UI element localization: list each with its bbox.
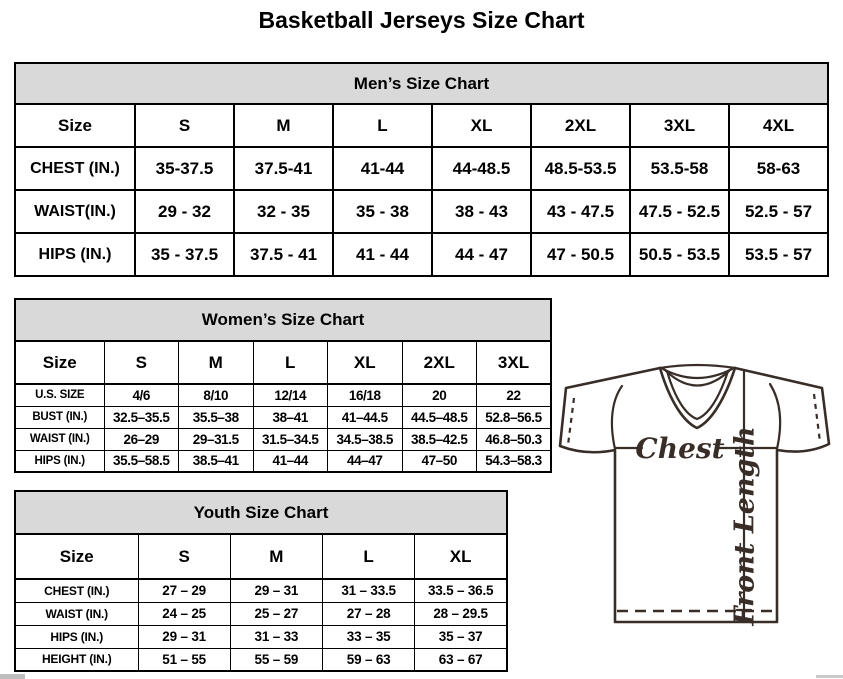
table-cell: 47.5 - 52.5	[630, 190, 729, 233]
column-header: XL	[415, 534, 507, 579]
column-header: S	[135, 104, 234, 147]
table-cell: 59 – 63	[323, 648, 415, 671]
table-header-row	[15, 534, 507, 579]
table-cell: 35 – 37	[415, 625, 507, 648]
column-header: M	[179, 341, 254, 384]
column-header: 3XL	[477, 341, 552, 384]
table-cell: 29 – 31	[230, 579, 322, 602]
table-cell: 38.5–41	[179, 450, 254, 472]
table-header-row	[15, 104, 828, 147]
row-label: WAIST (IN.)	[15, 602, 138, 625]
table-cell: 20	[402, 384, 477, 406]
table-title: Men’s Size Chart	[15, 63, 828, 104]
table-cell: 41-44	[333, 147, 432, 190]
page-title: Basketball Jerseys Size Chart	[258, 7, 585, 33]
table-cell: 33.5 – 36.5	[415, 579, 507, 602]
row-label: CHEST (IN.)	[15, 147, 135, 190]
table-cell: 27 – 28	[323, 602, 415, 625]
column-header: XL	[328, 341, 403, 384]
table-cell: 16/18	[328, 384, 403, 406]
table-cell: 50.5 - 53.5	[630, 233, 729, 276]
table-cell: 29 - 32	[135, 190, 234, 233]
table-cell: 41–44	[253, 450, 328, 472]
table-cell: 37.5-41	[234, 147, 333, 190]
table-header-row	[15, 341, 551, 384]
table-cell: 31 – 33	[230, 625, 322, 648]
row-label: WAIST (IN.)	[15, 428, 104, 450]
column-header: L	[333, 104, 432, 147]
table-row	[15, 190, 828, 233]
column-header: S	[104, 341, 179, 384]
jersey-measurement-diagram	[556, 358, 843, 660]
table-cell: 52.5 - 57	[729, 190, 828, 233]
row-label: HEIGHT (IN.)	[15, 648, 138, 671]
table-cell: 32 - 35	[234, 190, 333, 233]
table-row	[15, 233, 828, 276]
row-label: BUST (IN.)	[15, 406, 104, 428]
table-cell: 38.5–42.5	[402, 428, 477, 450]
table-cell: 24 – 25	[138, 602, 230, 625]
column-header: Size	[15, 534, 138, 579]
table-cell: 38–41	[253, 406, 328, 428]
row-label: U.S. SIZE	[15, 384, 104, 406]
table-cell: 29–31.5	[179, 428, 254, 450]
table-row	[15, 384, 551, 406]
table-cell: 4/6	[104, 384, 179, 406]
table-cell: 55 – 59	[230, 648, 322, 671]
row-label: HIPS (IN.)	[15, 625, 138, 648]
table-cell: 47 - 50.5	[531, 233, 630, 276]
table-cell: 27 – 29	[138, 579, 230, 602]
table-cell: 46.8–50.3	[477, 428, 552, 450]
table-row	[15, 450, 551, 472]
column-header: 3XL	[630, 104, 729, 147]
jersey-icon	[556, 358, 843, 660]
column-header: S	[138, 534, 230, 579]
column-header: XL	[432, 104, 531, 147]
table-cell: 35.5–38	[179, 406, 254, 428]
table-cell: 63 – 67	[415, 648, 507, 671]
table-cell: 22	[477, 384, 552, 406]
table-cell: 35 - 37.5	[135, 233, 234, 276]
table-cell: 26–29	[104, 428, 179, 450]
table-row	[15, 147, 828, 190]
scrollbar-fragment-left	[0, 674, 25, 679]
table-cell: 44.5–48.5	[402, 406, 477, 428]
table-cell: 33 – 35	[323, 625, 415, 648]
table-cell: 43 - 47.5	[531, 190, 630, 233]
table-cell: 34.5–38.5	[328, 428, 403, 450]
table-row	[15, 602, 507, 625]
table-row	[15, 428, 551, 450]
table-title-row	[15, 299, 551, 341]
table-row	[15, 579, 507, 602]
row-label: WAIST(IN.)	[15, 190, 135, 233]
column-header: Size	[15, 104, 135, 147]
table-title-row	[15, 491, 507, 534]
table-cell: 53.5 - 57	[729, 233, 828, 276]
column-header: 4XL	[729, 104, 828, 147]
table-cell: 44–47	[328, 450, 403, 472]
table-cell: 53.5-58	[630, 147, 729, 190]
table-cell: 44 - 47	[432, 233, 531, 276]
column-header: Size	[15, 341, 104, 384]
chest-measure-label: Chest	[635, 432, 725, 465]
table-cell: 35 - 38	[333, 190, 432, 233]
table-cell: 51 – 55	[138, 648, 230, 671]
table-cell: 8/10	[179, 384, 254, 406]
table-cell: 41 - 44	[333, 233, 432, 276]
table-cell: 25 – 27	[230, 602, 322, 625]
table-cell: 48.5-53.5	[531, 147, 630, 190]
table-cell: 44-48.5	[432, 147, 531, 190]
table-cell: 37.5 - 41	[234, 233, 333, 276]
table-cell: 52.8–56.5	[477, 406, 552, 428]
front-length-measure-label: Front Length	[729, 426, 761, 626]
table-title: Youth Size Chart	[15, 491, 507, 534]
row-label: CHEST (IN.)	[15, 579, 138, 602]
scrollbar-fragment-right	[816, 675, 843, 678]
table-cell: 12/14	[253, 384, 328, 406]
table-cell: 29 – 31	[138, 625, 230, 648]
column-header: 2XL	[531, 104, 630, 147]
mens-size-table	[14, 62, 829, 277]
youth-size-table	[14, 490, 508, 672]
table-cell: 31 – 33.5	[323, 579, 415, 602]
column-header: 2XL	[402, 341, 477, 384]
column-header: L	[253, 341, 328, 384]
table-title: Women’s Size Chart	[15, 299, 551, 341]
row-label: HIPS (IN.)	[15, 233, 135, 276]
column-header: M	[230, 534, 322, 579]
table-cell: 47–50	[402, 450, 477, 472]
table-cell: 35-37.5	[135, 147, 234, 190]
table-cell: 31.5–34.5	[253, 428, 328, 450]
table-title-row	[15, 63, 828, 104]
row-label: HIPS (IN.)	[15, 450, 104, 472]
column-header: M	[234, 104, 333, 147]
table-cell: 38 - 43	[432, 190, 531, 233]
table-cell: 35.5–58.5	[104, 450, 179, 472]
table-cell: 58-63	[729, 147, 828, 190]
womens-size-table	[14, 298, 552, 473]
table-cell: 54.3–58.3	[477, 450, 552, 472]
table-row	[15, 406, 551, 428]
table-cell: 28 – 29.5	[415, 602, 507, 625]
table-cell: 41–44.5	[328, 406, 403, 428]
table-row	[15, 648, 507, 671]
table-cell: 32.5–35.5	[104, 406, 179, 428]
table-row	[15, 625, 507, 648]
column-header: L	[323, 534, 415, 579]
